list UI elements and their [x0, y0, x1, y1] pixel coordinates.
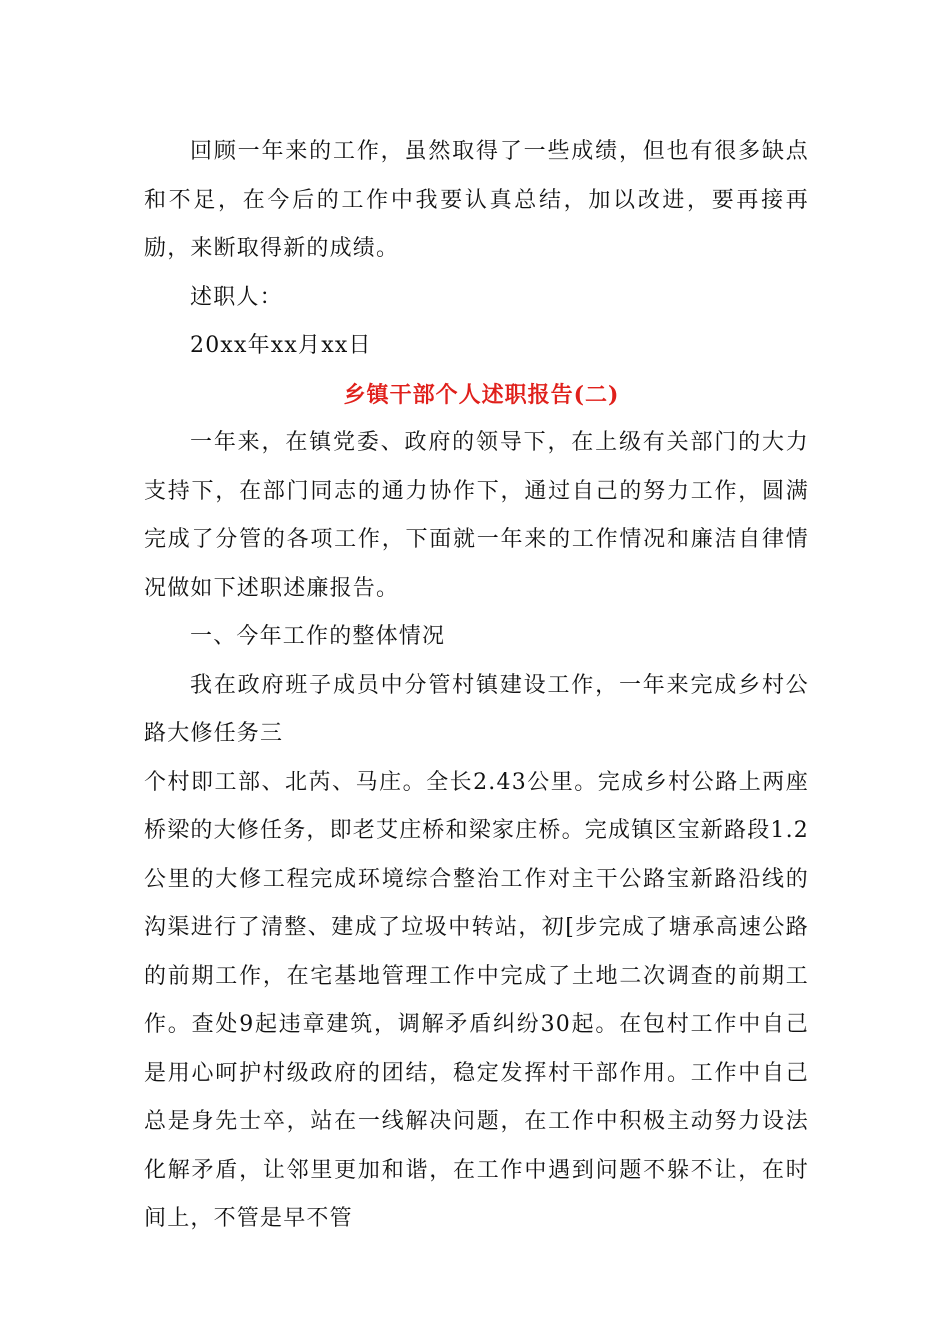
intro-paragraph: 一年来，在镇党委、政府的领导下，在上级有关部门的大力支持下，在部门同志的通力协作下，通过自己的努力工作，圆满完成了分管的各项工作，下面就一年来的工作情况和廉洁自律情况做如下述职述廉报告。: [144, 430, 809, 601]
section-heading: 一、今年工作的整体情况: [190, 624, 446, 649]
signature-date: 20xx年xx月xx日: [190, 333, 372, 358]
work-paragraph-continued: 个村即工部、北芮、马庄。全长2.43公里。完成乡村公路上两座桥梁的大修任务，即老艾庄桥和梁家庄桥。完成镇区宝新路段1.2公里的大修工程完成环境综合整治工作对主干公路宝新路沿线的沟渠进行了清整、建成了垃圾中转站，初[步完成了塘承高速公路的前期工作，在宅基地管理工作中完成了土地二次调查的前期工作。查处9起违章建筑，调解矛盾纠纷30起。在包村工作中自己是用心呵护村级政府的团结，稳定发挥村干部作用。工作中自己总是身先士卒，站在一线解决问题，在工作中积极主动努力设法化解矛盾，让邻里更加和谐，在工作中遇到问题不躲不让，在时间上，不管是早不管: [144, 769, 809, 1231]
closing-paragraph: 回顾一年来的工作，虽然取得了一些成绩，但也有很多缺点和不足，在今后的工作中我要认真总结，加以改进，要再接再励，来断取得新的成绩。: [144, 139, 809, 261]
signature-label: 述职人：: [190, 284, 283, 310]
work-paragraph-start: 我在政府班子成员中分管村镇建设工作，一年来完成乡村公路大修任务三: [144, 672, 809, 746]
report-title: 乡镇干部个人述职报告(二): [343, 381, 620, 408]
document-body: [144, 128, 809, 1244]
